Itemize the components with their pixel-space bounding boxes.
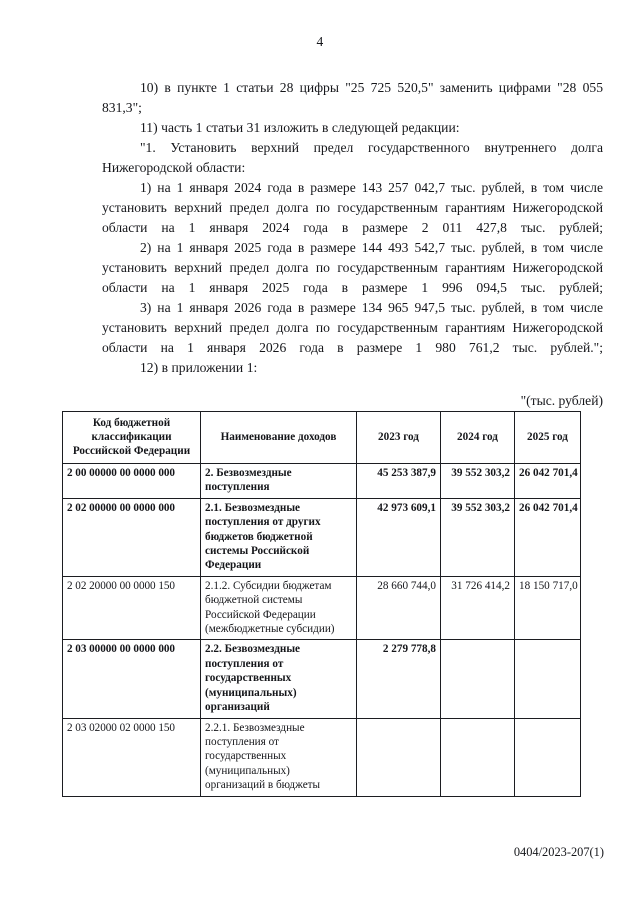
budget-table-wrapper xyxy=(62,411,580,797)
paragraph: 3) на 1 января 2026 года в размере 134 965 947,5 тыс. рублей, в том числе установить верхний предел долга по государственным гарантиям Нижегородской области на 1 января 2026 года в размере 1 980 761,2 тыс. рублей."; xyxy=(102,300,603,355)
table-header xyxy=(63,412,581,464)
cell-2023 xyxy=(357,718,441,796)
cell-2024: 31 726 414,2 xyxy=(441,576,515,640)
cell-2023: 45 253 387,9 xyxy=(357,464,441,499)
footer-document-code: 0404/2023-207(1) xyxy=(513,845,604,859)
cell-2023: 42 973 609,1 xyxy=(357,498,441,576)
paragraph: 12) в приложении 1: xyxy=(140,360,258,375)
cell-2023: 28 660 744,0 xyxy=(357,576,441,640)
paragraph: "1. Установить верхний предел государственного внутреннего долга Нижегородской области: xyxy=(102,140,603,175)
table-row xyxy=(63,464,581,499)
cell-2024 xyxy=(441,718,515,796)
column-header-2023: 2023 год xyxy=(357,412,441,464)
paragraph: 10) в пункте 1 статьи 28 цифры "25 725 520,5" заменить цифрами "28 055 831,3"; xyxy=(102,80,603,115)
cell-code: 2 03 00000 00 0000 000 xyxy=(63,640,201,718)
table-header-row xyxy=(63,412,581,464)
body-text-block xyxy=(102,78,603,378)
column-header-code: Код бюджетной классификации Российской Федерации xyxy=(63,412,201,464)
cell-2024: 39 552 303,2 xyxy=(441,464,515,499)
table-row xyxy=(63,718,581,796)
cell-2025: 26 042 701,4 xyxy=(515,498,581,576)
paragraph: 1) на 1 января 2024 года в размере 143 257 042,7 тыс. рублей, в том числе установить верхний предел долга по государственным гарантиям Нижегородской области на 1 января 2024 года в размере 2 011 427,8 тыс. рублей; xyxy=(102,180,603,235)
cell-name: 2.2.1. Безвозмездные поступления от государственных (муниципальных) организаций в бюджеты xyxy=(201,718,357,796)
cell-2025 xyxy=(515,718,581,796)
column-header-2025: 2025 год xyxy=(515,412,581,464)
cell-name: 2.1. Безвозмездные поступления от других бюджетов бюджетной системы Российской Федерации xyxy=(201,498,357,576)
cell-name: 2.2. Безвозмездные поступления от государственных (муниципальных) организаций xyxy=(201,640,357,718)
cell-2024: 39 552 303,2 xyxy=(441,498,515,576)
table-row xyxy=(63,576,581,640)
cell-2023: 2 279 778,8 xyxy=(357,640,441,718)
cell-name: 2.1.2. Субсидии бюджетам бюджетной системы Российской Федерации (межбюджетные субсидии) xyxy=(201,576,357,640)
cell-2025: 18 150 717,0 xyxy=(515,576,581,640)
cell-name: 2. Безвозмездные поступления xyxy=(201,464,357,499)
cell-code: 2 02 00000 00 0000 000 xyxy=(63,498,201,576)
column-header-name: Наименование доходов xyxy=(201,412,357,464)
cell-code: 2 02 20000 00 0000 150 xyxy=(63,576,201,640)
column-header-2024: 2024 год xyxy=(441,412,515,464)
table-body xyxy=(63,464,581,797)
paragraph: 11) часть 1 статьи 31 изложить в следующей редакции: xyxy=(140,120,460,135)
units-note: "(тыс. рублей) xyxy=(520,393,603,408)
table-row xyxy=(63,640,581,718)
cell-2025 xyxy=(515,640,581,718)
paragraph: 2) на 1 января 2025 года в размере 144 493 542,7 тыс. рублей, в том числе установить верхний предел долга по государственным гарантиям Нижегородской области на 1 января 2025 года в размере 1 996 094,5 тыс. рублей; xyxy=(102,240,603,295)
cell-2024 xyxy=(441,640,515,718)
table-row xyxy=(63,498,581,576)
cell-code: 2 03 02000 02 0000 150 xyxy=(63,718,201,796)
cell-code: 2 00 00000 00 0000 000 xyxy=(63,464,201,499)
budget-table xyxy=(62,411,581,797)
page-number: 4 xyxy=(316,34,324,49)
cell-2025: 26 042 701,4 xyxy=(515,464,581,499)
